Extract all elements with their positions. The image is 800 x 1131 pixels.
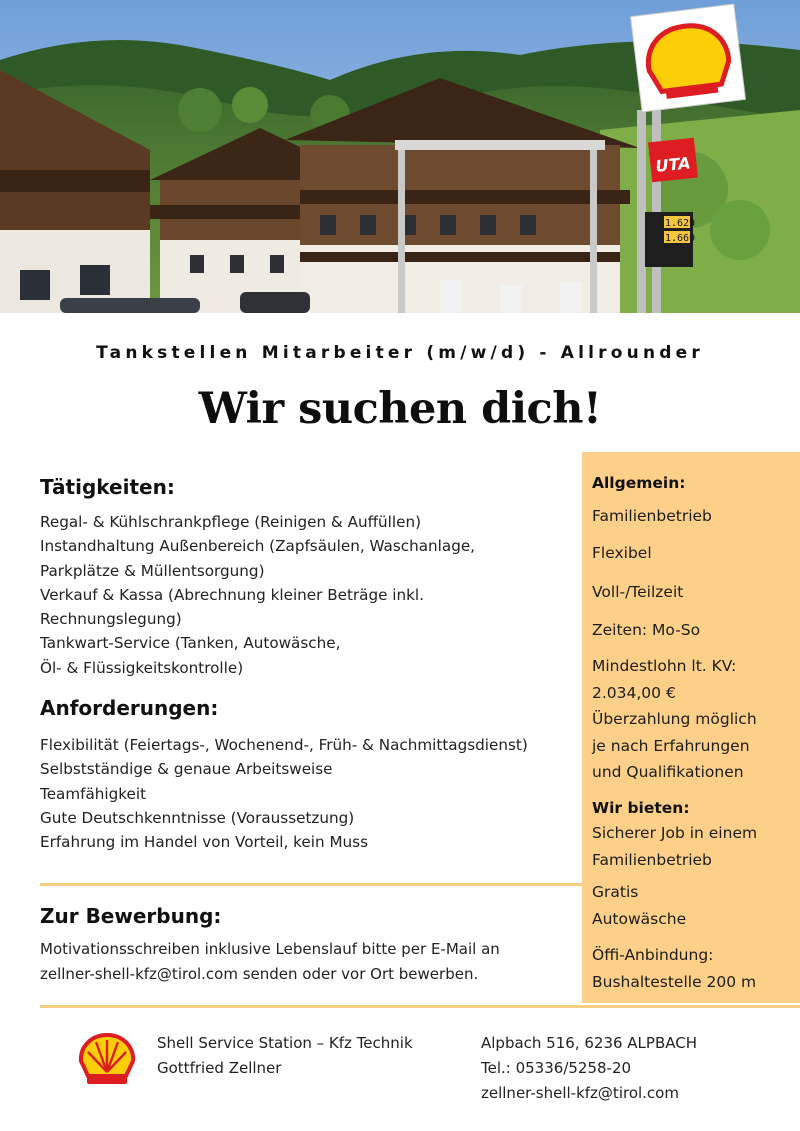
allgemein-heading: Allgemein: [592, 474, 686, 492]
lohn-line: Überzahlung möglich [592, 710, 757, 728]
job-subtitle: Tankstellen Mitarbeiter (m/w/d) - Allrounder [96, 343, 704, 363]
job-line: Sicherer Job in einem [592, 824, 758, 842]
wir-bieten-heading: Wir bieten: [592, 799, 690, 817]
email-link[interactable]: zellner-shell-kfz@tirol.com [481, 1084, 679, 1102]
sidebar-lohn [592, 653, 797, 786]
svg-text:1.669: 1.669 [665, 233, 696, 244]
sidebar-oeffi [592, 942, 797, 995]
company-name: Shell Service Station – Kfz Technik [157, 1034, 413, 1052]
sidebar-familienbetrieb: Familienbetrieb [592, 507, 712, 525]
taetigkeiten-heading: Tätigkeiten: [40, 475, 175, 499]
list-item: Tankwart-Service (Tanken, Autowäsche, [40, 634, 341, 653]
list-item: Instandhaltung Außenbereich (Zapfsäulen, Waschanlage, [40, 537, 476, 556]
lohn-line: und Qualifikationen [592, 763, 744, 781]
footer-divider [40, 1005, 800, 1008]
list-item: Selbstständige & genaue Arbeitsweise [40, 760, 333, 779]
bewerbung-line: Motivationsschreiben inklusive Lebenslauf bitte per E-Mail an [40, 940, 500, 958]
taetigkeiten-list [40, 510, 585, 680]
oeffi-line: Bushaltestelle 200 m [592, 972, 757, 991]
lohn-line: 2.034,00 € [592, 683, 676, 702]
sidebar-wash [592, 879, 797, 932]
list-item: Flexibilität (Feiertags-, Wochenend-, Früh- & Nachmittagsdienst) [40, 736, 528, 754]
anforderungen-list [40, 733, 585, 854]
section-divider [40, 883, 582, 886]
list-item: Gute Deutschkenntnisse (Voraussetzung) [40, 808, 355, 827]
bewerbung-heading: Zur Bewerbung: [40, 904, 222, 928]
contact-info [481, 1031, 697, 1106]
page-title: Wir suchen dich! [198, 384, 602, 434]
svg-text:1.629: 1.629 [665, 218, 696, 229]
header-photo [0, 0, 800, 313]
uta-logo-icon [648, 138, 698, 183]
svg-text:UTA: UTA [654, 153, 692, 176]
phone: Tel.: 05336/5258-20 [481, 1059, 632, 1077]
list-item: Verkauf & Kassa (Abrechnung kleiner Beträge inkl. [40, 585, 424, 604]
address: Alpbach 516, 6236 ALPBACH [481, 1034, 697, 1052]
bewerbung-text [40, 937, 570, 986]
lohn-line: Mindestlohn lt. KV: [592, 657, 737, 675]
owner-name: Gottfried Zellner [157, 1059, 282, 1077]
company-info [157, 1031, 413, 1081]
sidebar-flexibel: Flexibel [592, 544, 652, 562]
sidebar-zeit: Voll-/Teilzeit [592, 583, 684, 601]
oeffi-line: Öffi-Anbindung: [592, 946, 714, 964]
lohn-line: je nach Erfahrungen [592, 736, 750, 755]
bewerbung-line: zellner-shell-kfz@tirol.com senden oder vor Ort bewerben. [40, 964, 479, 983]
shell-logo-icon [78, 1032, 136, 1086]
list-item: Teamfähigkeit [40, 784, 147, 803]
job-line: Familienbetrieb [592, 850, 712, 869]
list-item: Rechnungslegung) [40, 610, 182, 629]
list-item: Öl- & Flüssigkeitskontrolle) [40, 658, 244, 677]
list-item: Regal- & Kühlschrankpflege (Reinigen & Auffüllen) [40, 513, 422, 531]
wash-line: Gratis [592, 883, 639, 901]
sidebar-job [592, 820, 797, 873]
list-item: Parkplätze & Müllentsorgung) [40, 561, 265, 580]
anforderungen-heading: Anforderungen: [40, 696, 219, 720]
sidebar-zeiten: Zeiten: Mo-So [592, 621, 701, 639]
list-item: Erfahrung im Handel von Vorteil, kein Muss [40, 833, 369, 852]
info-sidebar [582, 452, 800, 1003]
wash-line: Autowäsche [592, 909, 687, 928]
